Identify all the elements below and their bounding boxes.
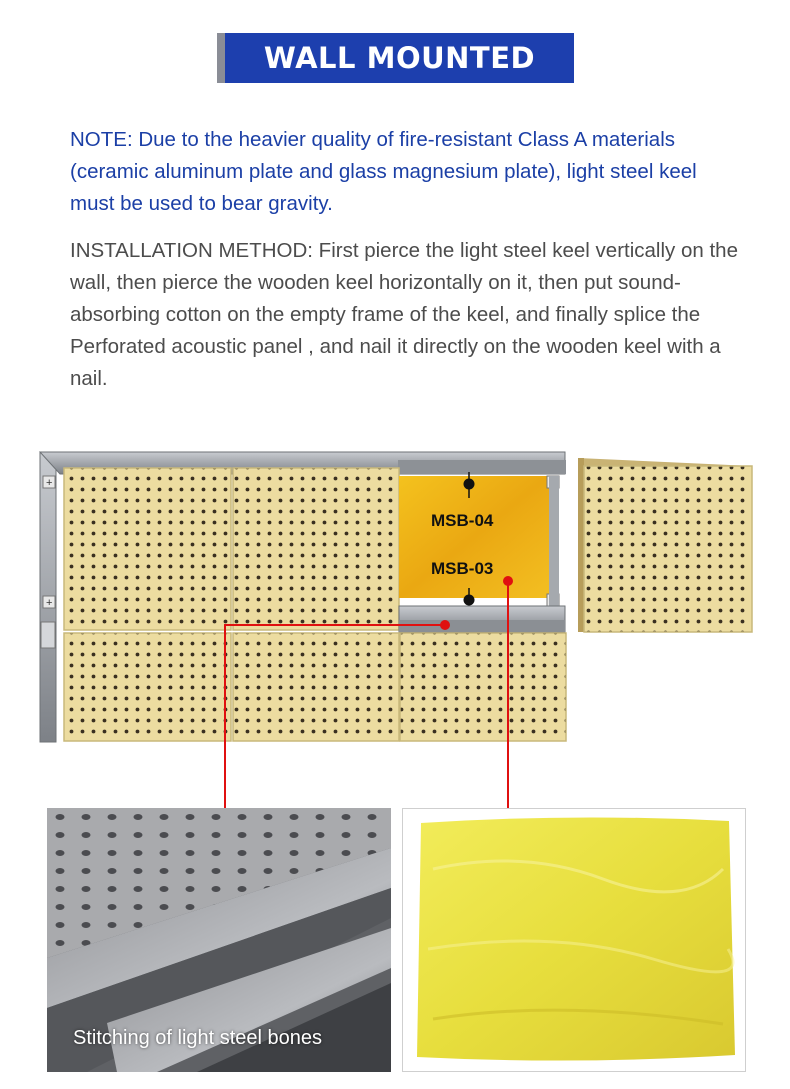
svg-text:+: + bbox=[46, 597, 53, 609]
section-title: WALL MOUNTED bbox=[263, 41, 536, 75]
note-paragraph: NOTE: Due to the heavier quality of fire-resistant Class A materials (ceramic aluminum plate and glass magnesium plate), light steel keel must be used to bear gravity. bbox=[70, 128, 697, 215]
sound-absorbing-cotton bbox=[399, 476, 549, 598]
panel-bottom-middle bbox=[233, 633, 399, 741]
steel-photo-caption: Stitching of light steel bones bbox=[73, 1027, 323, 1049]
panel-top-middle bbox=[233, 468, 399, 630]
detached-panel bbox=[584, 466, 752, 632]
cotton-photo bbox=[402, 808, 746, 1072]
installation-paragraph: INSTALLATION METHOD: First pierce the light steel keel vertically on the wall, then pierce the wooden keel horizontally on it, then put sound-absorbing cotton on the empty frame of the keel, and finally splice the Perforated acoustic panel , and nail it directly on the wooden keel with a nail. bbox=[70, 239, 738, 390]
panel-bottom-left bbox=[64, 633, 231, 741]
svg-text:+: + bbox=[46, 477, 53, 489]
panel-bottom-right bbox=[400, 633, 566, 741]
label-msb-03: MSB-03 bbox=[431, 559, 494, 578]
panel-top-left bbox=[64, 468, 231, 630]
label-msb-04: MSB-04 bbox=[431, 511, 494, 530]
